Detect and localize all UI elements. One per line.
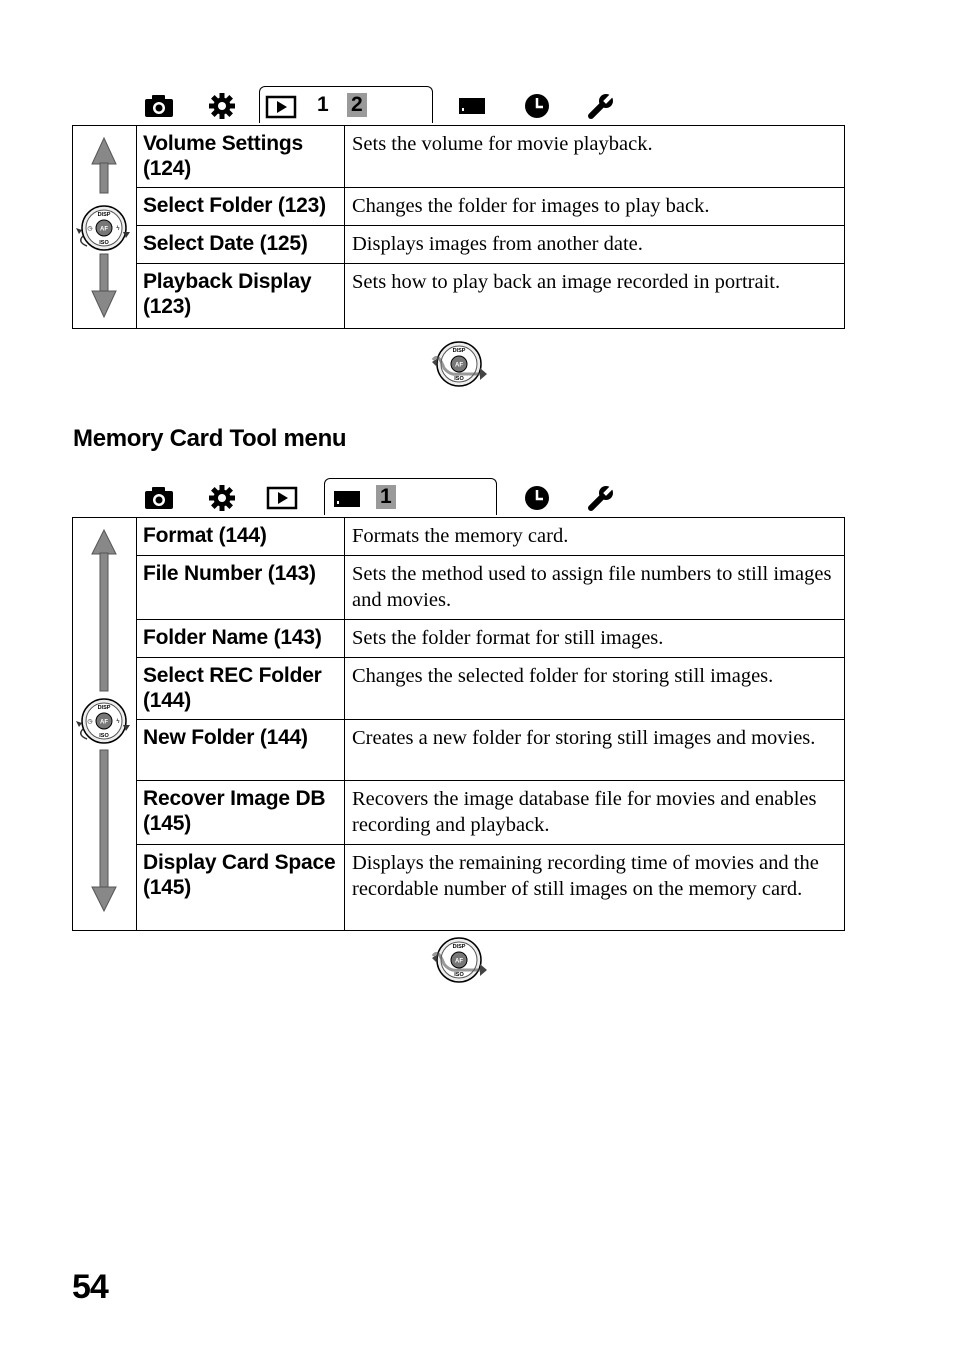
- menu-item-description: Sets the folder format for still images.: [345, 620, 845, 658]
- camera-icon[interactable]: [143, 92, 175, 120]
- menu-item-label: Volume Settings (124): [137, 126, 345, 188]
- menu-item-description: Displays images from another date.: [345, 226, 845, 264]
- menu-item-label: File Number (143): [137, 556, 345, 620]
- table-row[interactable]: [73, 781, 845, 845]
- menu-item-description: Changes the selected folder for storing still images.: [345, 658, 845, 720]
- tab-page-2[interactable]: 2: [347, 93, 367, 117]
- playback-menu-tabbar: [140, 86, 840, 126]
- table-row[interactable]: [73, 620, 845, 658]
- menu-item-label: Playback Display (123): [137, 264, 345, 329]
- wrench-icon[interactable]: [584, 92, 616, 120]
- page-number: 54: [72, 1268, 108, 1306]
- menu-item-label: Display Card Space (145): [137, 845, 345, 931]
- playback-icon[interactable]: [266, 484, 298, 512]
- table-row[interactable]: [73, 226, 845, 264]
- clock-icon[interactable]: [521, 92, 553, 120]
- tab-page-1[interactable]: 1: [317, 93, 329, 116]
- table-row[interactable]: [73, 126, 845, 188]
- table-row[interactable]: [73, 720, 845, 781]
- camera-icon[interactable]: [143, 484, 175, 512]
- tab-page-1[interactable]: 1: [376, 485, 396, 509]
- control-wheel-icon: [430, 338, 488, 390]
- menu-item-description: Displays the remaining recording time of movies and the recordable number of still images on the memory card.: [345, 845, 845, 931]
- menu-item-description: Changes the folder for images to play back.: [345, 188, 845, 226]
- menu-item-description: Creates a new folder for storing still images and movies.: [345, 720, 845, 781]
- control-wheel-icon: [430, 934, 488, 986]
- menu-item-label: Select Date (125): [137, 226, 345, 264]
- table-row[interactable]: [73, 264, 845, 329]
- memory-card-icon[interactable]: [456, 92, 488, 120]
- menu-item-label: Recover Image DB (145): [137, 781, 345, 845]
- memory-card-menu-table: [72, 517, 845, 931]
- menu-item-description: Sets the method used to assign file numbers to still images and movies.: [345, 556, 845, 620]
- menu-item-description: Recovers the image database file for movies and enables recording and playback.: [345, 781, 845, 845]
- section-heading: Memory Card Tool menu: [73, 425, 347, 452]
- menu-item-description: Sets the volume for movie playback.: [345, 126, 845, 188]
- menu-item-description: Formats the memory card.: [345, 518, 845, 556]
- navigation-column: [73, 518, 137, 931]
- menu-item-label: Format (144): [137, 518, 345, 556]
- table-row[interactable]: [73, 556, 845, 620]
- menu-item-label: Select REC Folder (144): [137, 658, 345, 720]
- playback-tab[interactable]: [259, 86, 433, 123]
- playback-menu-table: [72, 125, 845, 329]
- memory-card-menu-tabbar: [140, 478, 840, 518]
- menu-item-label: Folder Name (143): [137, 620, 345, 658]
- table-row[interactable]: [73, 845, 845, 931]
- up-down-navigation-icon: [73, 126, 136, 322]
- memory-card-tab[interactable]: [324, 478, 497, 515]
- playback-icon: [265, 93, 297, 121]
- navigation-column: [73, 126, 137, 329]
- menu-item-label: Select Folder (123): [137, 188, 345, 226]
- gear-icon[interactable]: [206, 484, 238, 512]
- table-row[interactable]: [73, 188, 845, 226]
- menu-item-description: Sets how to play back an image recorded in portrait.: [345, 264, 845, 329]
- table-row[interactable]: [73, 518, 845, 556]
- table-row[interactable]: [73, 658, 845, 720]
- clock-icon[interactable]: [521, 484, 553, 512]
- memory-card-icon: [331, 485, 363, 513]
- up-down-navigation-icon: [73, 518, 136, 916]
- gear-icon[interactable]: [206, 92, 238, 120]
- wrench-icon[interactable]: [584, 484, 616, 512]
- menu-item-label: New Folder (144): [137, 720, 345, 781]
